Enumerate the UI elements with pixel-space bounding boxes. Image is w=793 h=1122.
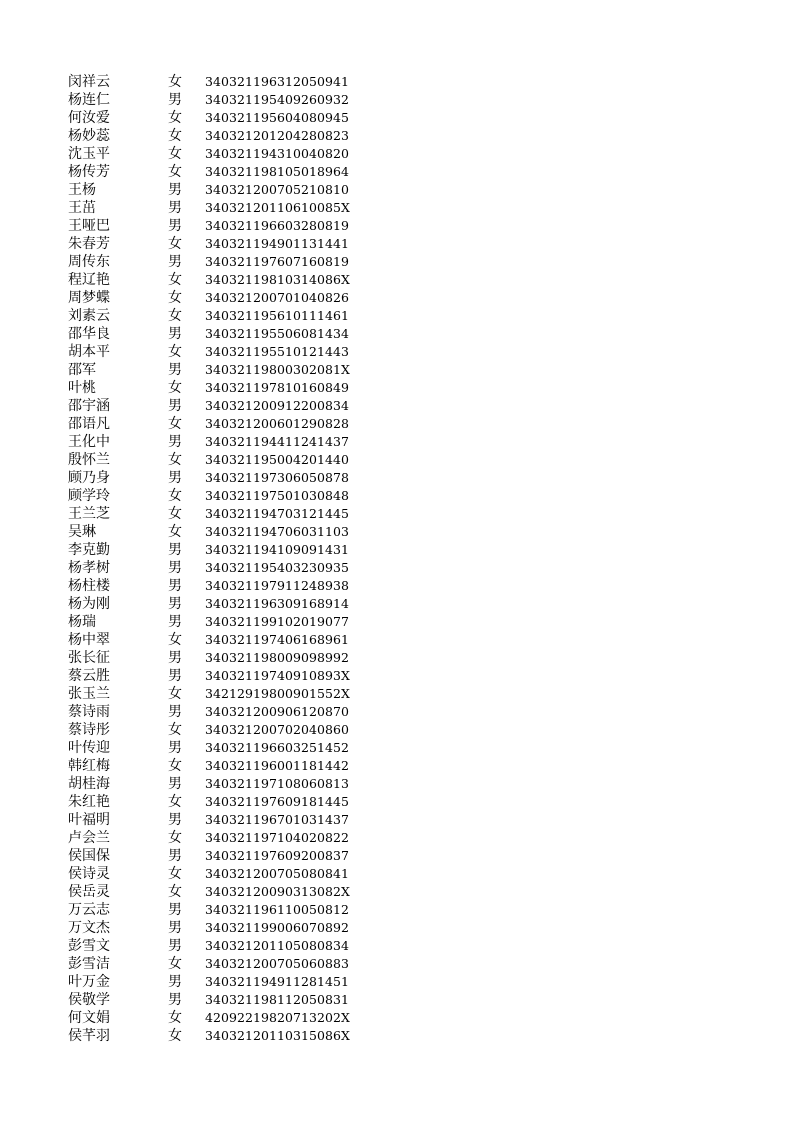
person-name: 叶桃: [68, 380, 96, 396]
person-gender: 女: [168, 128, 182, 144]
table-row: [68, 775, 368, 793]
person-gender: 女: [168, 866, 182, 882]
person-name: 周传东: [68, 254, 110, 270]
person-gender: 男: [168, 578, 182, 594]
person-gender: 男: [168, 848, 182, 864]
person-name: 万云志: [68, 902, 110, 918]
person-id-number: 340321200702040860: [205, 722, 350, 737]
table-row: [68, 325, 368, 343]
person-name: 朱春芳: [68, 236, 110, 252]
person-id-number: 340321200701040826: [205, 290, 350, 305]
person-gender: 女: [168, 290, 182, 306]
person-name: 叶福明: [68, 812, 110, 828]
person-name: 蔡诗雨: [68, 704, 110, 720]
table-row: [68, 361, 368, 379]
table-row: [68, 73, 368, 91]
person-id-number: 340321196603280819: [205, 218, 350, 233]
table-row: [68, 757, 368, 775]
person-id-number: 340321195004201440: [205, 452, 350, 467]
table-row: [68, 307, 368, 325]
person-id-number: 340321194703121445: [205, 506, 350, 521]
person-gender: 女: [168, 884, 182, 900]
person-name: 周梦蝶: [68, 290, 110, 306]
person-gender: 女: [168, 758, 182, 774]
table-row: [68, 487, 368, 505]
table-row: [68, 865, 368, 883]
table-row: [68, 631, 368, 649]
person-id-number: 34032119800302081X: [205, 362, 350, 377]
person-gender: 女: [168, 632, 182, 648]
person-gender: 女: [168, 452, 182, 468]
person-gender: 男: [168, 776, 182, 792]
person-id-number: 340321195510121443: [205, 344, 350, 359]
person-name: 杨连仁: [68, 92, 110, 108]
person-id-number: 340321197911248938: [205, 578, 350, 593]
person-name: 吴琳: [68, 524, 96, 540]
person-name: 王茁: [68, 200, 96, 216]
person-id-number: 34032120090313082X: [205, 884, 350, 899]
table-row: [68, 613, 368, 631]
person-id-number: 340321197501030848: [205, 488, 350, 503]
person-gender: 女: [168, 488, 182, 504]
table-row: [68, 541, 368, 559]
person-id-number: 340321197607160819: [205, 254, 350, 269]
table-row: [68, 703, 368, 721]
person-gender: 男: [168, 434, 182, 450]
person-id-number: 340321200906120870: [205, 704, 350, 719]
person-id-number: 34032120110315086X: [205, 1028, 350, 1043]
person-gender: 男: [168, 218, 182, 234]
person-gender: 男: [168, 650, 182, 666]
person-name: 万文杰: [68, 920, 110, 936]
person-id-number: 340321201105080834: [205, 938, 350, 953]
person-id-number: 340321196110050812: [205, 902, 350, 917]
person-gender: 男: [168, 668, 182, 684]
table-row: [68, 415, 368, 433]
person-id-number: 34032119810314086X: [205, 272, 350, 287]
table-row: [68, 955, 368, 973]
table-row: [68, 559, 368, 577]
table-row: [68, 991, 368, 1009]
person-gender: 女: [168, 686, 182, 702]
person-name: 程辽艳: [68, 272, 110, 288]
person-name: 殷怀兰: [68, 452, 110, 468]
person-id-number: 340321198112050831: [205, 992, 350, 1007]
person-id-number: 340321195604080945: [205, 110, 350, 125]
table-row: [68, 145, 368, 163]
table-row: [68, 523, 368, 541]
person-name: 朱红艳: [68, 794, 110, 810]
person-id-number: 34032120110610085X: [205, 200, 350, 215]
person-id-number: 340321197104020822: [205, 830, 350, 845]
person-name: 王哑巴: [68, 218, 110, 234]
person-name: 彭雪洁: [68, 956, 110, 972]
table-row: [68, 847, 368, 865]
person-gender: 女: [168, 236, 182, 252]
person-name: 侯诗灵: [68, 866, 110, 882]
person-gender: 女: [168, 380, 182, 396]
person-gender: 女: [168, 524, 182, 540]
person-name: 何汝爱: [68, 110, 110, 126]
person-name: 彭雪文: [68, 938, 110, 954]
person-id-number: 340321196603251452: [205, 740, 350, 755]
table-row: [68, 973, 368, 991]
roster-table: [68, 73, 368, 1045]
person-gender: 男: [168, 614, 182, 630]
table-row: [68, 181, 368, 199]
table-row: [68, 937, 368, 955]
person-id-number: 340321196309168914: [205, 596, 350, 611]
person-id-number: 340321196312050941: [205, 74, 350, 89]
table-row: [68, 901, 368, 919]
person-id-number: 340321195506081434: [205, 326, 350, 341]
person-id-number: 340321195409260932: [205, 92, 350, 107]
person-id-number: 340321198105018964: [205, 164, 350, 179]
person-name: 顾乃身: [68, 470, 110, 486]
person-gender: 女: [168, 74, 182, 90]
person-gender: 男: [168, 326, 182, 342]
person-gender: 男: [168, 920, 182, 936]
person-id-number: 340321197406168961: [205, 632, 350, 647]
person-name: 李克勤: [68, 542, 110, 558]
person-id-number: 340321200705080841: [205, 866, 350, 881]
person-gender: 女: [168, 272, 182, 288]
person-id-number: 340321197108060813: [205, 776, 350, 791]
table-row: [68, 235, 368, 253]
person-name: 邵语凡: [68, 416, 110, 432]
table-row: [68, 685, 368, 703]
person-gender: 男: [168, 470, 182, 486]
person-id-number: 340321200601290828: [205, 416, 350, 431]
person-gender: 男: [168, 254, 182, 270]
person-gender: 女: [168, 416, 182, 432]
person-id-number: 340321194901131441: [205, 236, 350, 251]
person-name: 王化中: [68, 434, 110, 450]
person-gender: 女: [168, 794, 182, 810]
person-gender: 男: [168, 92, 182, 108]
person-gender: 女: [168, 722, 182, 738]
person-id-number: 340321199102019077: [205, 614, 350, 629]
person-gender: 女: [168, 344, 182, 360]
table-row: [68, 199, 368, 217]
person-name: 蔡诗彤: [68, 722, 110, 738]
person-gender: 女: [168, 308, 182, 324]
person-name: 闵祥云: [68, 74, 110, 90]
person-id-number: 340321196701031437: [205, 812, 350, 827]
person-gender: 男: [168, 812, 182, 828]
person-name: 蔡云胜: [68, 668, 110, 684]
table-row: [68, 739, 368, 757]
table-row: [68, 253, 368, 271]
person-gender: 女: [168, 506, 182, 522]
person-name: 杨中翠: [68, 632, 110, 648]
table-row: [68, 811, 368, 829]
person-id-number: 340321201204280823: [205, 128, 350, 143]
person-name: 王杨: [68, 182, 96, 198]
person-id-number: 340321194911281451: [205, 974, 350, 989]
person-gender: 女: [168, 1028, 182, 1044]
person-name: 邵军: [68, 362, 96, 378]
person-name: 王兰芝: [68, 506, 110, 522]
person-gender: 男: [168, 974, 182, 990]
person-gender: 男: [168, 938, 182, 954]
person-gender: 男: [168, 704, 182, 720]
person-gender: 女: [168, 146, 182, 162]
person-name: 侯敬学: [68, 992, 110, 1008]
table-row: [68, 451, 368, 469]
person-name: 杨孝树: [68, 560, 110, 576]
person-name: 韩红梅: [68, 758, 110, 774]
person-name: 刘素云: [68, 308, 110, 324]
table-row: [68, 667, 368, 685]
person-name: 胡桂海: [68, 776, 110, 792]
table-row: [68, 1027, 368, 1045]
person-id-number: 34212919800901552X: [205, 686, 350, 701]
person-id-number: 34032119740910893X: [205, 668, 350, 683]
person-name: 邵华良: [68, 326, 110, 342]
table-row: [68, 127, 368, 145]
person-id-number: 340321200705060883: [205, 956, 350, 971]
person-gender: 男: [168, 596, 182, 612]
person-name: 侯国保: [68, 848, 110, 864]
person-gender: 男: [168, 560, 182, 576]
table-row: [68, 793, 368, 811]
person-name: 邵宇涵: [68, 398, 110, 414]
person-name: 何文娟: [68, 1010, 110, 1026]
person-id-number: 42092219820713202X: [205, 1010, 350, 1025]
table-row: [68, 919, 368, 937]
person-name: 杨为刚: [68, 596, 110, 612]
table-row: [68, 397, 368, 415]
person-id-number: 340321197306050878: [205, 470, 350, 485]
person-gender: 女: [168, 956, 182, 972]
person-gender: 女: [168, 110, 182, 126]
person-gender: 男: [168, 398, 182, 414]
table-row: [68, 829, 368, 847]
table-row: [68, 271, 368, 289]
person-id-number: 340321197609200837: [205, 848, 350, 863]
person-gender: 男: [168, 182, 182, 198]
person-id-number: 340321200705210810: [205, 182, 350, 197]
person-gender: 女: [168, 164, 182, 180]
table-row: [68, 577, 368, 595]
person-name: 胡本平: [68, 344, 110, 360]
person-name: 张长征: [68, 650, 110, 666]
table-row: [68, 1009, 368, 1027]
person-name: 杨妙蕊: [68, 128, 110, 144]
person-id-number: 340321200912200834: [205, 398, 350, 413]
table-row: [68, 883, 368, 901]
person-id-number: 340321194706031103: [205, 524, 350, 539]
person-name: 侯芊羽: [68, 1028, 110, 1044]
person-name: 卢会兰: [68, 830, 110, 846]
person-name: 杨瑞: [68, 614, 96, 630]
person-name: 杨柱楼: [68, 578, 110, 594]
person-gender: 男: [168, 740, 182, 756]
person-id-number: 340321195403230935: [205, 560, 350, 575]
person-id-number: 340321194411241437: [205, 434, 350, 449]
table-row: [68, 433, 368, 451]
table-row: [68, 595, 368, 613]
table-row: [68, 289, 368, 307]
person-id-number: 340321198009098992: [205, 650, 350, 665]
person-name: 侯岳灵: [68, 884, 110, 900]
person-name: 叶万金: [68, 974, 110, 990]
person-id-number: 340321195610111461: [205, 308, 350, 323]
person-id-number: 340321197609181445: [205, 794, 350, 809]
table-row: [68, 649, 368, 667]
person-gender: 男: [168, 362, 182, 378]
person-gender: 女: [168, 830, 182, 846]
table-row: [68, 91, 368, 109]
person-gender: 男: [168, 200, 182, 216]
table-row: [68, 343, 368, 361]
person-id-number: 340321199006070892: [205, 920, 350, 935]
person-name: 叶传迎: [68, 740, 110, 756]
table-row: [68, 217, 368, 235]
person-id-number: 340321196001181442: [205, 758, 350, 773]
person-gender: 女: [168, 1010, 182, 1026]
person-name: 沈玉平: [68, 146, 110, 162]
table-row: [68, 721, 368, 739]
person-gender: 男: [168, 542, 182, 558]
person-id-number: 340321197810160849: [205, 380, 350, 395]
person-gender: 男: [168, 992, 182, 1008]
table-row: [68, 163, 368, 181]
person-id-number: 340321194310040820: [205, 146, 350, 161]
person-name: 顾学玲: [68, 488, 110, 504]
person-name: 杨传芳: [68, 164, 110, 180]
person-name: 张玉兰: [68, 686, 110, 702]
table-row: [68, 379, 368, 397]
person-id-number: 340321194109091431: [205, 542, 350, 557]
table-row: [68, 505, 368, 523]
person-gender: 男: [168, 902, 182, 918]
table-row: [68, 469, 368, 487]
table-row: [68, 109, 368, 127]
